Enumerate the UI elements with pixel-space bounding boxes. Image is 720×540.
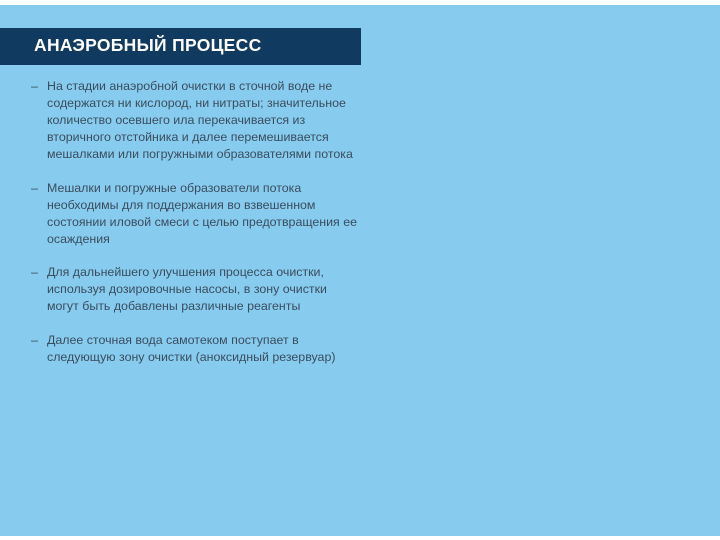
bullet-text: На стадии анаэробной очистки в сточной воде не содержатся ни кислород, ни нитраты; значительное количество осевшего ила перекачивается из вторичного отстойника и далее перемешивается мешалками или погружными образователями потока: [47, 79, 353, 161]
bullet-dash: –: [31, 265, 38, 279]
bullet-text: Далее сточная вода самотеком поступает в следующую зону очистки (аноксидный резервуар): [47, 332, 336, 364]
bullet-list: [31, 78, 361, 382]
bullet-text: Для дальнейшего улучшения процесса очистки, используя дозировочные насосы, в зону очистки могут быть добавлены различные реагенты: [47, 265, 327, 313]
slide: [0, 5, 720, 536]
bullet-dash: –: [31, 180, 38, 195]
bullet-dash: –: [31, 332, 38, 347]
bullet-item: [31, 264, 361, 315]
slide-title: АНАЭРОБНЫЙ ПРОЦЕСС: [34, 35, 262, 55]
bullet-item: [31, 78, 361, 163]
bullet-text: Мешалки и погружные образователи потока необходимы для поддержания во взвешенном состоянии иловой смеси с целью предотвращения ее осаждения: [47, 180, 357, 246]
bullet-item: [31, 332, 361, 366]
title-bar: [0, 28, 361, 65]
bullet-item: [31, 180, 361, 248]
bullet-dash: –: [31, 79, 38, 93]
